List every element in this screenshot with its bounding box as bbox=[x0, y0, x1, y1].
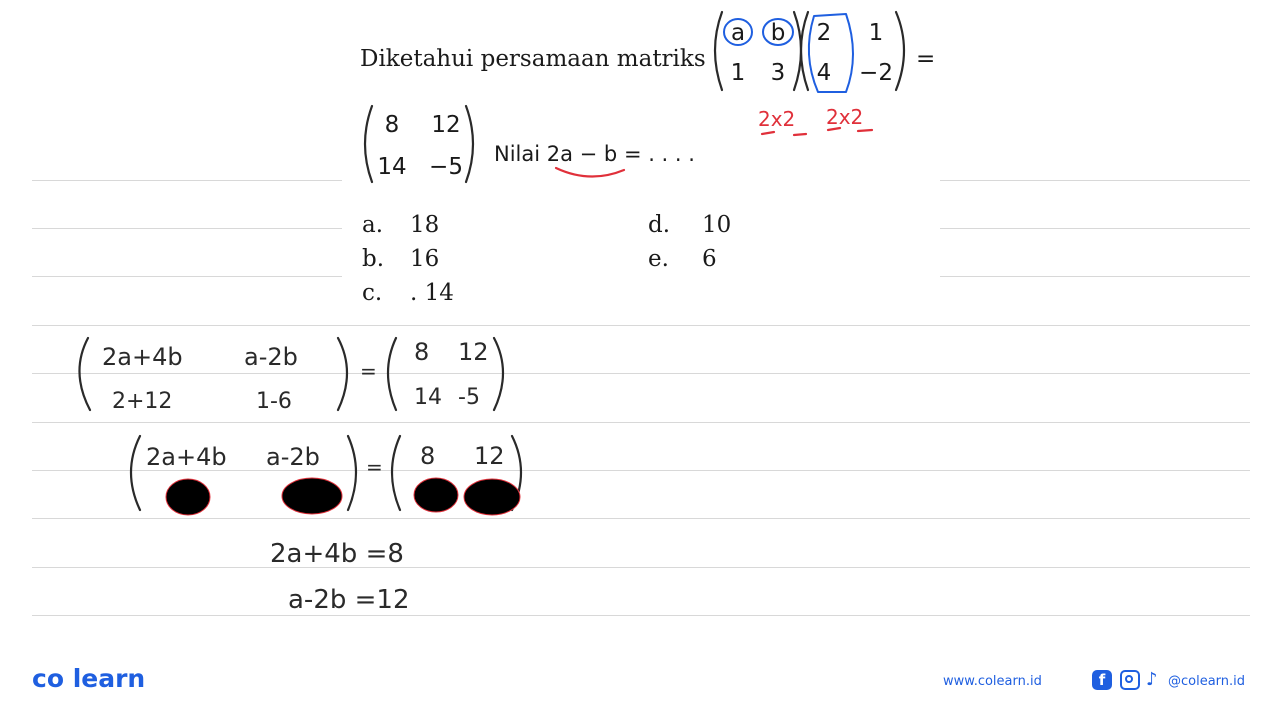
question-prompt: Nilai 2a − b = . . . . bbox=[494, 142, 695, 166]
social-handle[interactable]: @colearn.id bbox=[1168, 674, 1246, 689]
matrix-ab-cell: a bbox=[730, 20, 746, 46]
work-cell: a-2b bbox=[244, 343, 298, 371]
highlight-circle bbox=[282, 478, 342, 514]
bracket bbox=[338, 338, 347, 410]
work-cell: a-2b bbox=[266, 443, 320, 471]
bracket bbox=[715, 12, 722, 90]
option-label: a. bbox=[362, 212, 384, 238]
matrix-b-cell: −2 bbox=[859, 60, 893, 86]
matrix-b-cell: 1 bbox=[868, 20, 884, 46]
matrix-result-cell: 14 bbox=[377, 154, 407, 180]
option-value: 6 bbox=[702, 246, 717, 272]
underline bbox=[858, 130, 872, 131]
highlight-circle bbox=[414, 478, 458, 512]
option-label: e. bbox=[648, 246, 669, 272]
bracket bbox=[494, 338, 503, 410]
matrix-ab-cell: 3 bbox=[770, 60, 786, 86]
highlight-circle bbox=[464, 479, 520, 515]
work-cell: 1-6 bbox=[256, 389, 292, 414]
option-label: b. bbox=[362, 246, 385, 272]
matrix-result-cell: 8 bbox=[384, 112, 400, 138]
order-annotation: 2x2 bbox=[826, 105, 864, 129]
equals-sign: = bbox=[360, 359, 377, 383]
work-cell: 8 bbox=[414, 338, 430, 366]
facebook-icon[interactable]: f bbox=[1092, 670, 1112, 690]
option-label: d. bbox=[648, 212, 671, 238]
option-label: c. bbox=[362, 280, 383, 306]
option-value: 16 bbox=[410, 246, 440, 272]
equation: a-2b =12 bbox=[288, 585, 410, 615]
bracket bbox=[466, 106, 473, 182]
highlight-ellipse bbox=[724, 19, 752, 45]
matrix-ab-cell: 1 bbox=[730, 60, 746, 86]
bracket bbox=[348, 436, 356, 510]
work-cell: 12 bbox=[458, 338, 489, 366]
matrix-result-cell: 12 bbox=[431, 112, 461, 138]
matrix-result-cell: −5 bbox=[429, 154, 463, 180]
highlight-circle bbox=[166, 479, 210, 515]
underline bbox=[556, 168, 624, 177]
order-annotation: 2x2 bbox=[758, 107, 796, 131]
bracket bbox=[801, 12, 808, 90]
underline bbox=[762, 132, 774, 134]
highlight-loop bbox=[809, 14, 853, 92]
matrix-b-cell: 2 bbox=[816, 20, 832, 46]
highlight-ellipse bbox=[763, 19, 793, 45]
bracket bbox=[392, 436, 400, 510]
instagram-icon[interactable] bbox=[1120, 670, 1140, 690]
matrix-ab-cell: b bbox=[770, 20, 786, 46]
equals-sign: = bbox=[366, 455, 383, 479]
bracket bbox=[79, 338, 90, 410]
tiktok-icon[interactable]: ♪ bbox=[1146, 669, 1158, 690]
bracket bbox=[131, 436, 140, 510]
option-value: 10 bbox=[702, 212, 732, 238]
website-link[interactable]: www.colearn.id bbox=[943, 674, 1042, 689]
work-cell: -5 bbox=[458, 385, 480, 410]
matrix-b-cell: 4 bbox=[816, 60, 832, 86]
underline bbox=[794, 134, 806, 135]
work-cell: 8 bbox=[420, 442, 436, 470]
work-cell: 12 bbox=[474, 442, 505, 470]
work-cell: 2a+4b bbox=[146, 443, 227, 471]
question-intro: Diketahui persamaan matriks bbox=[360, 46, 706, 72]
bracket bbox=[388, 338, 396, 410]
bracket bbox=[896, 12, 904, 90]
option-value: 18 bbox=[410, 212, 440, 238]
equals-sign: = bbox=[916, 46, 936, 72]
option-value: . 14 bbox=[410, 280, 454, 306]
bracket bbox=[365, 106, 372, 182]
colearn-logo: co learn bbox=[32, 664, 146, 693]
work-cell: 2+12 bbox=[112, 389, 173, 414]
work-cell: 14 bbox=[414, 385, 442, 410]
work-cell: 2a+4b bbox=[102, 343, 183, 371]
equation: 2a+4b =8 bbox=[270, 539, 404, 569]
